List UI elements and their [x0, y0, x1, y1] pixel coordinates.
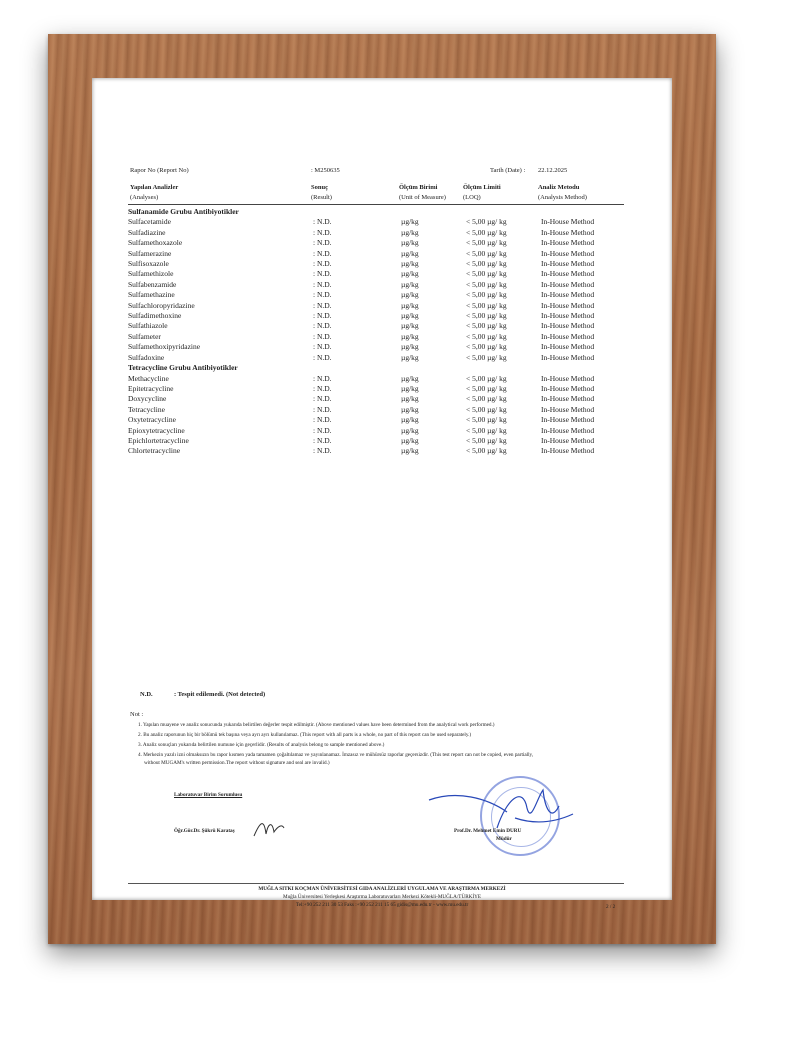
report-no-value: : M250635	[311, 167, 340, 174]
table-row	[128, 259, 641, 269]
note-item: without MUGAM's written permission.The report without signature and seal are invalid.)	[144, 760, 330, 766]
analyte-name: Sulfabenzamide	[128, 279, 177, 289]
table-row	[128, 446, 641, 456]
method-cell: In-House Method	[541, 352, 595, 362]
loq-cell: < 5,00 µg/ kg	[466, 269, 507, 279]
method-cell: In-House Method	[541, 248, 595, 258]
unit-cell: µg/kg	[401, 342, 419, 352]
analyte-name: Sulfamerazine	[128, 248, 172, 258]
loq-cell: < 5,00 µg/ kg	[466, 227, 507, 237]
result-cell: : N.D.	[313, 311, 332, 321]
unit-cell: µg/kg	[401, 404, 419, 414]
col-result: Sonuç	[311, 184, 328, 191]
method-cell: In-House Method	[541, 227, 595, 237]
method-cell: In-House Method	[541, 300, 595, 310]
loq-cell: < 5,00 µg/ kg	[466, 425, 507, 435]
loq-cell: < 5,00 µg/ kg	[466, 321, 507, 331]
table-row	[128, 238, 641, 248]
result-cell: : N.D.	[313, 373, 332, 383]
legend-text: : Tespit edilemedi. (Not detected)	[174, 691, 266, 698]
table-row	[128, 301, 641, 311]
loq-cell: < 5,00 µg/ kg	[466, 383, 507, 393]
loq-cell: < 5,00 µg/ kg	[466, 404, 507, 414]
unit-cell: µg/kg	[401, 259, 419, 269]
lab-manager-label: Laboratuvar Birim Sorumlusu	[174, 792, 243, 798]
unit-cell: µg/kg	[401, 373, 419, 383]
analyte-name: Sulfamethazine	[128, 290, 175, 300]
group-header-row	[128, 207, 641, 217]
result-cell: : N.D.	[313, 269, 332, 279]
unit-cell: µg/kg	[401, 248, 419, 258]
loq-cell: < 5,00 µg/ kg	[466, 373, 507, 383]
note-item: 3. Analiz sonuçları yukarıda belirtilen numune için geçerlidir. (Results of analysis belong to sample mentioned above.)	[138, 742, 385, 748]
result-cell: : N.D.	[313, 331, 332, 341]
result-cell: : N.D.	[313, 259, 332, 269]
col-unit: Ölçüm Birimi	[399, 184, 438, 191]
date-label: Tarih (Date) :	[490, 167, 526, 174]
analyte-name: Sulfamethoxipyridazine	[128, 342, 201, 352]
unit-cell: µg/kg	[401, 435, 419, 445]
loq-cell: < 5,00 µg/ kg	[466, 300, 507, 310]
table-row	[128, 374, 641, 384]
loq-cell: < 5,00 µg/ kg	[466, 238, 507, 248]
analyte-name: Sulfamethizole	[128, 269, 174, 279]
analyte-name: Sulfathiazole	[128, 321, 168, 331]
footer-rule	[128, 883, 624, 884]
footer-contact: Tel:+90 252 211 30 53 Faks :+90 252 211 15 65 gidis@mu.edu.tr - www.mu.edu.tr	[295, 902, 469, 908]
result-cell: : N.D.	[313, 342, 332, 352]
loq-cell: < 5,00 µg/ kg	[466, 394, 507, 404]
unit-cell: µg/kg	[401, 446, 419, 456]
col-loq-en: (LOQ)	[463, 194, 481, 201]
analyte-name: Doxycycline	[128, 394, 167, 404]
method-cell: In-House Method	[541, 259, 595, 269]
note-item: 1. Yapılan muayene ve analiz sonucunda yukarıda belirtilen değerler tespit edilmiştir. (Above mentioned values have been determined from the analytical work performed.)	[138, 722, 495, 728]
table-row	[128, 394, 641, 404]
method-cell: In-House Method	[541, 290, 595, 300]
group-title: Sulfanamide Grubu Antibiyotikler	[128, 207, 239, 216]
unit-cell: µg/kg	[401, 217, 419, 227]
analyte-name: Sulfachloropyridazine	[128, 300, 195, 310]
analyte-name: Sulfameter	[128, 331, 161, 341]
wooden-picture-frame	[48, 34, 716, 944]
legend-abbr: N.D.	[140, 691, 153, 698]
table-row	[128, 269, 641, 279]
method-cell: In-House Method	[541, 383, 595, 393]
result-cell: : N.D.	[313, 394, 332, 404]
note-item: 4. Merkezin yazılı izni olmaksızın bu rapor kısmen yada tamamen çoğaltılamaz ve yayınlanamaz. İmzasız ve mühürsüz raporlar geçersizdir. (This test report can not be copied, even partially,	[138, 752, 534, 758]
unit-cell: µg/kg	[401, 415, 419, 425]
method-cell: In-House Method	[541, 446, 595, 456]
col-analysis-en: (Analyses)	[130, 194, 159, 201]
report-no-label: Rapor No (Report No)	[130, 167, 189, 174]
result-cell: : N.D.	[313, 446, 332, 456]
result-cell: : N.D.	[313, 321, 332, 331]
result-cell: : N.D.	[313, 279, 332, 289]
group-header-row	[128, 363, 641, 373]
analyte-name: Sulfacetamide	[128, 217, 171, 227]
result-cell: : N.D.	[313, 248, 332, 258]
result-cell: : N.D.	[313, 217, 332, 227]
unit-cell: µg/kg	[401, 269, 419, 279]
analyte-name: Sulfamethoxazole	[128, 238, 183, 248]
director-title: Müdür	[496, 836, 512, 842]
table-row	[128, 321, 641, 331]
loq-cell: < 5,00 µg/ kg	[466, 331, 507, 341]
table-row	[128, 217, 641, 227]
method-cell: In-House Method	[541, 415, 595, 425]
unit-cell: µg/kg	[401, 321, 419, 331]
method-cell: In-House Method	[541, 311, 595, 321]
analyte-name: Sulfadoxine	[128, 352, 165, 362]
unit-cell: µg/kg	[401, 425, 419, 435]
unit-cell: µg/kg	[401, 331, 419, 341]
result-cell: : N.D.	[313, 290, 332, 300]
result-cell: : N.D.	[313, 415, 332, 425]
col-result-en: (Result)	[311, 194, 332, 201]
loq-cell: < 5,00 µg/ kg	[466, 248, 507, 258]
col-unit-en: (Unit of Measure)	[399, 194, 446, 201]
lab-manager-signature	[252, 816, 286, 842]
method-cell: In-House Method	[541, 342, 595, 352]
col-method: Analiz Metodu	[538, 184, 580, 191]
table-row	[128, 426, 641, 436]
method-cell: In-House Method	[541, 425, 595, 435]
result-cell: : N.D.	[313, 238, 332, 248]
table-row	[128, 311, 641, 321]
method-cell: In-House Method	[541, 238, 595, 248]
result-cell: : N.D.	[313, 435, 332, 445]
table-row	[128, 228, 641, 238]
loq-cell: < 5,00 µg/ kg	[466, 352, 507, 362]
loq-cell: < 5,00 µg/ kg	[466, 311, 507, 321]
notes-title: Not :	[130, 711, 144, 718]
result-cell: : N.D.	[313, 404, 332, 414]
loq-cell: < 5,00 µg/ kg	[466, 217, 507, 227]
table-row	[128, 290, 641, 300]
table-row	[128, 436, 641, 446]
method-cell: In-House Method	[541, 404, 595, 414]
report-page	[92, 78, 672, 910]
loq-cell: < 5,00 µg/ kg	[466, 290, 507, 300]
method-cell: In-House Method	[541, 321, 595, 331]
analyte-name: Methacycline	[128, 373, 169, 383]
group-title: Tetracycline Grubu Antibiyotikler	[128, 363, 238, 373]
analyte-name: Epioxytetracycline	[128, 425, 185, 435]
method-cell: In-House Method	[541, 331, 595, 341]
unit-cell: µg/kg	[401, 352, 419, 362]
unit-cell: µg/kg	[401, 227, 419, 237]
col-loq: Ölçüm Limiti	[463, 184, 501, 191]
col-method-en: (Analysis Method)	[538, 194, 587, 201]
loq-cell: < 5,00 µg/ kg	[466, 279, 507, 289]
unit-cell: µg/kg	[401, 290, 419, 300]
table-row	[128, 280, 641, 290]
lab-manager-name: Öğr.Gör.Dr. Şükrü Karataş	[174, 828, 235, 834]
result-cell: : N.D.	[313, 383, 332, 393]
unit-cell: µg/kg	[401, 394, 419, 404]
loq-cell: < 5,00 µg/ kg	[466, 342, 507, 352]
method-cell: In-House Method	[541, 279, 595, 289]
result-cell: : N.D.	[313, 352, 332, 362]
table-row	[128, 342, 641, 352]
method-cell: In-House Method	[541, 217, 595, 227]
footer-institution: MUĞLA SITKI KOÇMAN ÜNİVERSİTESİ GIDA ANALİZLERİ UYGULAMA VE ARAŞTIRMA MERKEZİ	[258, 886, 506, 892]
analyte-name: Chlortetracycline	[128, 446, 181, 456]
results-table	[128, 207, 641, 457]
table-row	[128, 353, 641, 363]
loq-cell: < 5,00 µg/ kg	[466, 259, 507, 269]
loq-cell: < 5,00 µg/ kg	[466, 415, 507, 425]
table-row	[128, 249, 641, 259]
analyte-name: Epichlortetracycline	[128, 435, 189, 445]
table-row	[128, 415, 641, 425]
loq-cell: < 5,00 µg/ kg	[466, 435, 507, 445]
header-rule	[128, 204, 624, 205]
page-number: 2 / 2	[606, 904, 616, 910]
analyte-name: Sulfisoxazole	[128, 259, 169, 269]
table-row	[128, 405, 641, 415]
footer-address: Muğla Üniversitesi Yerleşkesi Araştırma Laboratuvarları Merkezi Kötekli-MUĞLA/TÜRKİYE	[282, 894, 482, 900]
unit-cell: µg/kg	[401, 238, 419, 248]
method-cell: In-House Method	[541, 269, 595, 279]
method-cell: In-House Method	[541, 373, 595, 383]
analyte-name: Oxytetracycline	[128, 415, 176, 425]
loq-cell: < 5,00 µg/ kg	[466, 446, 507, 456]
unit-cell: µg/kg	[401, 311, 419, 321]
method-cell: In-House Method	[541, 394, 595, 404]
table-row	[128, 332, 641, 342]
analyte-name: Sulfadiazine	[128, 227, 166, 237]
note-item: 2. Bu analiz raporunun hiç bir bölümü tek başına veya ayrı ayrı kullanılamaz. (This report with all parts is a whole, no part of this report can be used separately.)	[138, 732, 472, 738]
result-cell: : N.D.	[313, 425, 332, 435]
unit-cell: µg/kg	[401, 279, 419, 289]
unit-cell: µg/kg	[401, 300, 419, 310]
table-row	[128, 384, 641, 394]
col-analysis: Yapılan Analizler	[130, 184, 179, 191]
result-cell: : N.D.	[313, 300, 332, 310]
date-value: 22.12.2025	[538, 167, 568, 174]
analyte-name: Epitetracycline	[128, 383, 174, 393]
director-name: Prof.Dr. Mehmet Emin DURU	[454, 828, 522, 834]
analyte-name: Tetracycline	[128, 404, 165, 414]
unit-cell: µg/kg	[401, 383, 419, 393]
method-cell: In-House Method	[541, 435, 595, 445]
analyte-name: Sulfadimethoxine	[128, 311, 182, 321]
result-cell: : N.D.	[313, 227, 332, 237]
